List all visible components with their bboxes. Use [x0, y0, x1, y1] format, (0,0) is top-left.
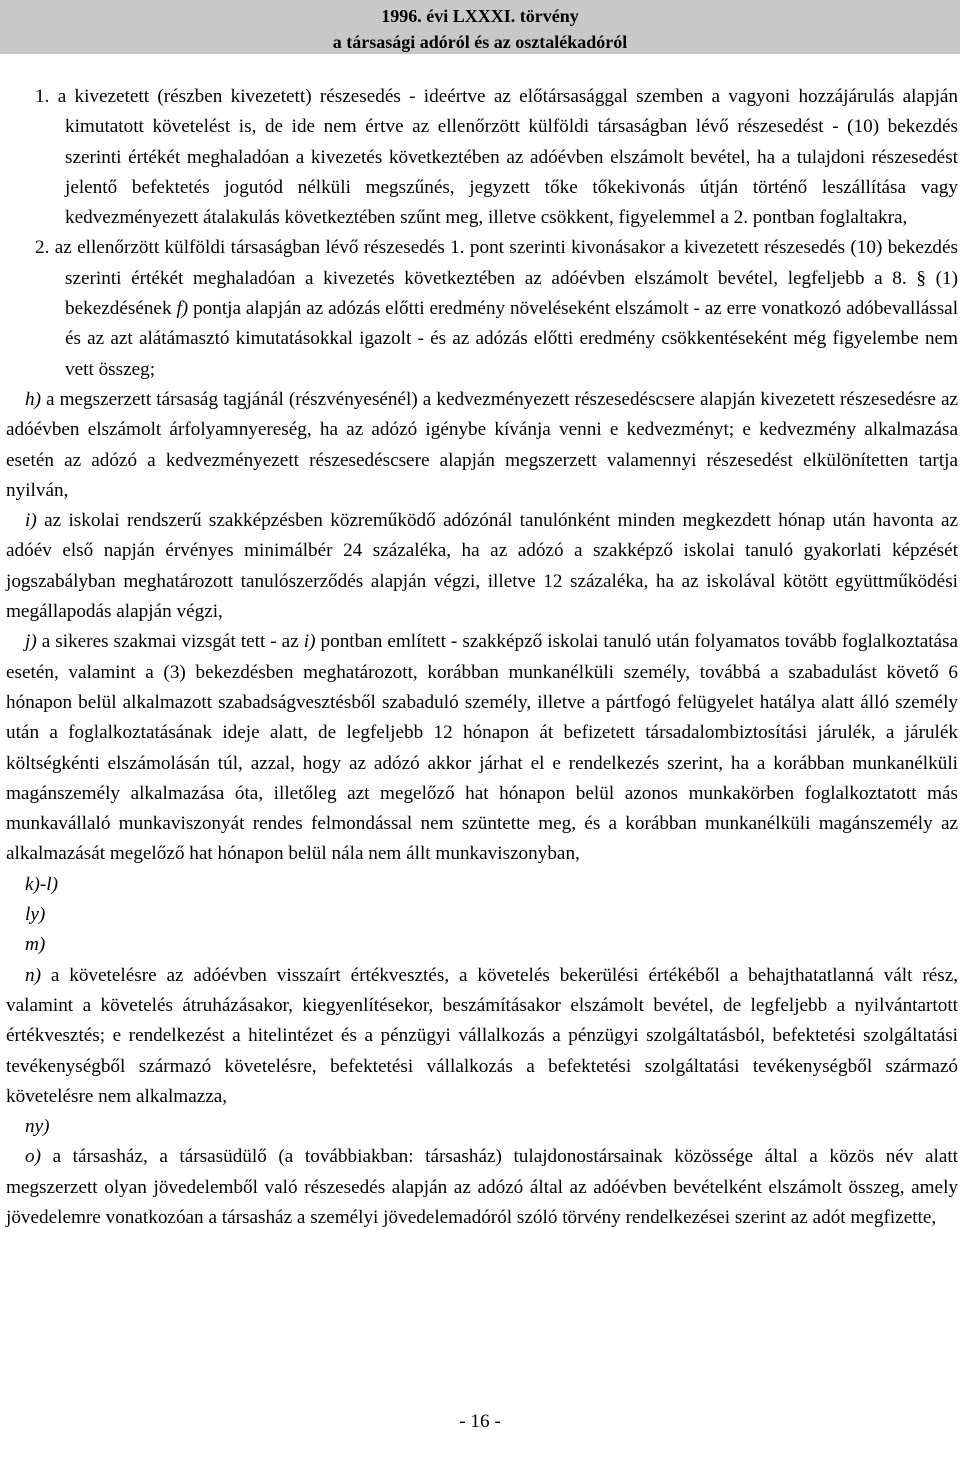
- point-text: pontban említett - szakképző iskolai tanuló után folyamatos tovább foglalkoztatása esetén, valamint a (3) bekezdésben meghatározott, korábban munkanélküli személy, továbbá a szabadulást követő 6 hónapon belül alkalmazott szabadságvesztésből szabaduló személy, illetve a pártfogó felügyelet hatálya alatt álló személy után a foglalkoztatásának ideje alatt, de legfeljebb 12 hónapon át befizetett társadalombiztosítási járulék, a járulék költségkénti elszámolásán túl, azzal, hogy az adózó akkor járhat el e rendelkezés szerint, ha a korábban munkanélküli magánszemély alkalmazása óta, illetőleg azt megelőző hat hónapon belül azonos munkakörben foglalkoztatott más munkavállaló munkaviszonyát rendes felmondással nem szüntette meg, és a korábban munkanélküli magánszemély az alkalmazását megelőző hat hónapon belül nála nem állt munkaviszonyban,: [6, 631, 959, 865]
- point-h: [6, 385, 958, 506]
- point-label: o): [25, 1146, 41, 1168]
- item-text: az ellenőrzött külföldi társaságban lévő részesedés 1. pont szerinti kivonásakor a kivezetett részesedés (10) bekezdés szerinti értékét meghaladóan a kivezetés következtében az adóévben elszámolt bevétel, legfeljebb a 8. § (1) bekezdésének: [54, 237, 959, 320]
- point-m: m): [25, 934, 46, 956]
- item-reference: f): [176, 298, 189, 320]
- point-text: az iskolai rendszerű szakképzésben közreműködő adózónál tanulónként minden megkezdett hónap után havonta az adóév első napján érvényes minimálbér 24 százaléka, ha az adózó a szakképző iskolai tanuló gyakorlati képzését jogszabályban meghatározott tanulószerződés alapján végzi, illetve 12 százaléka, ha az iskolával kötött együttműködési megállapodás alapján végzi,: [6, 510, 958, 623]
- document-header: [0, 0, 960, 54]
- page-number: - 16 -: [459, 1411, 501, 1432]
- point-label: n): [25, 964, 41, 986]
- item-number: 2.: [35, 237, 50, 259]
- point-label: i): [25, 510, 37, 532]
- point-text: a követelésre az adóévben visszaírt értékvesztés, a követelés bekerülési értékéből a behajthatatlanná vált rész, valamint a követelés átruházásakor, kiegyenlítésekor, beszámításakor elszámolt bevétel, de legfeljebb a nyilvántartott értékvesztés; e rendelkezést a hitelintézet és a pénzügyi vállalkozás a pénzügyi szolgáltatásból, befektetési szolgáltatási tevékenységből származó követelésre, befektetési vállalkozás a befektetési szolgáltatási tevékenységből származó követelésre nem alkalmazza,: [6, 964, 959, 1107]
- item-number: 1.: [35, 86, 50, 107]
- header-law-subtitle: a társasági adóról és az osztalékadóról: [332, 32, 628, 52]
- numbered-item-2: [6, 233, 958, 384]
- point-i: [6, 506, 958, 627]
- point-label: h): [25, 388, 41, 410]
- point-ly: ly): [25, 904, 46, 926]
- item-text: pontja alapján az adózás előtti eredmény növeléseként elszámolt - az erre vonatkozó adóbevallással és az azt alátámasztó kimutatásokkal igazolt - és az adózás előtti eredmény csökkentéseként még figyelembe nem vett összeg;: [65, 298, 959, 380]
- document-body: [6, 82, 958, 1233]
- point-text: a megszerzett társaság tagjánál (részvényesénél) a kedvezményezett részesedéscsere alapján kivezetett részesedésre az adóévben elszámolt árfolyamnyereség, ha az adózó igénybe kívánja venni e kedvezményt; e kedvezmény alkalmazása esetén az adózó a kedvezményezett részesedéscsere alapján megszerzett valamennyi részesedést elkülönítetten tartja nyilván,: [6, 388, 958, 501]
- numbered-item-1: [6, 82, 958, 233]
- point-j: [6, 627, 958, 869]
- point-ny: ny): [25, 1116, 50, 1138]
- point-label: j): [25, 631, 37, 653]
- item-text: a kivezetett (részben kivezetett) részesedés - ideértve az előtársasággal szemben a vagyoni hozzájárulás alapján kimutatott követelést is, de ide nem értve az ellenőrzött külföldi társaságban lévő részesedést - (10) bekezdés szerinti értékét meghaladóan a kivezetés következtében az adóévben elszámolt bevétel, ha a tulajdoni részesedést jelentő befektetés jogutód nélküli megszűnés, jegyzett tőke tőkekivonás útján történő leszállítása vagy kedvezményezett átalakulás következtében szűnt meg, illetve csökkent, figyelemmel a 2. pontban foglaltakra,: [57, 86, 959, 229]
- point-k-l: k)-l): [25, 873, 59, 895]
- point-text: a társasház, a társasüdülő (a továbbiakban: társasház) tulajdonostársainak közössége által a közös név alatt megszerzett olyan jövedelemből való részesedés alapján az adózó által az adóévben bevételként elszámolt összeg, amely jövedelemre vonatkozóan a társasház a személyi jövedelemadóról szóló törvény rendelkezései szerint az adót megfizette,: [6, 1146, 958, 1228]
- point-n: [6, 961, 958, 1112]
- header-law-title: 1996. évi LXXXI. törvény: [381, 6, 579, 26]
- point-text: a sikeres szakmai vizsgát tett - az: [41, 631, 299, 653]
- point-o: [6, 1142, 958, 1233]
- point-reference: i): [303, 631, 316, 653]
